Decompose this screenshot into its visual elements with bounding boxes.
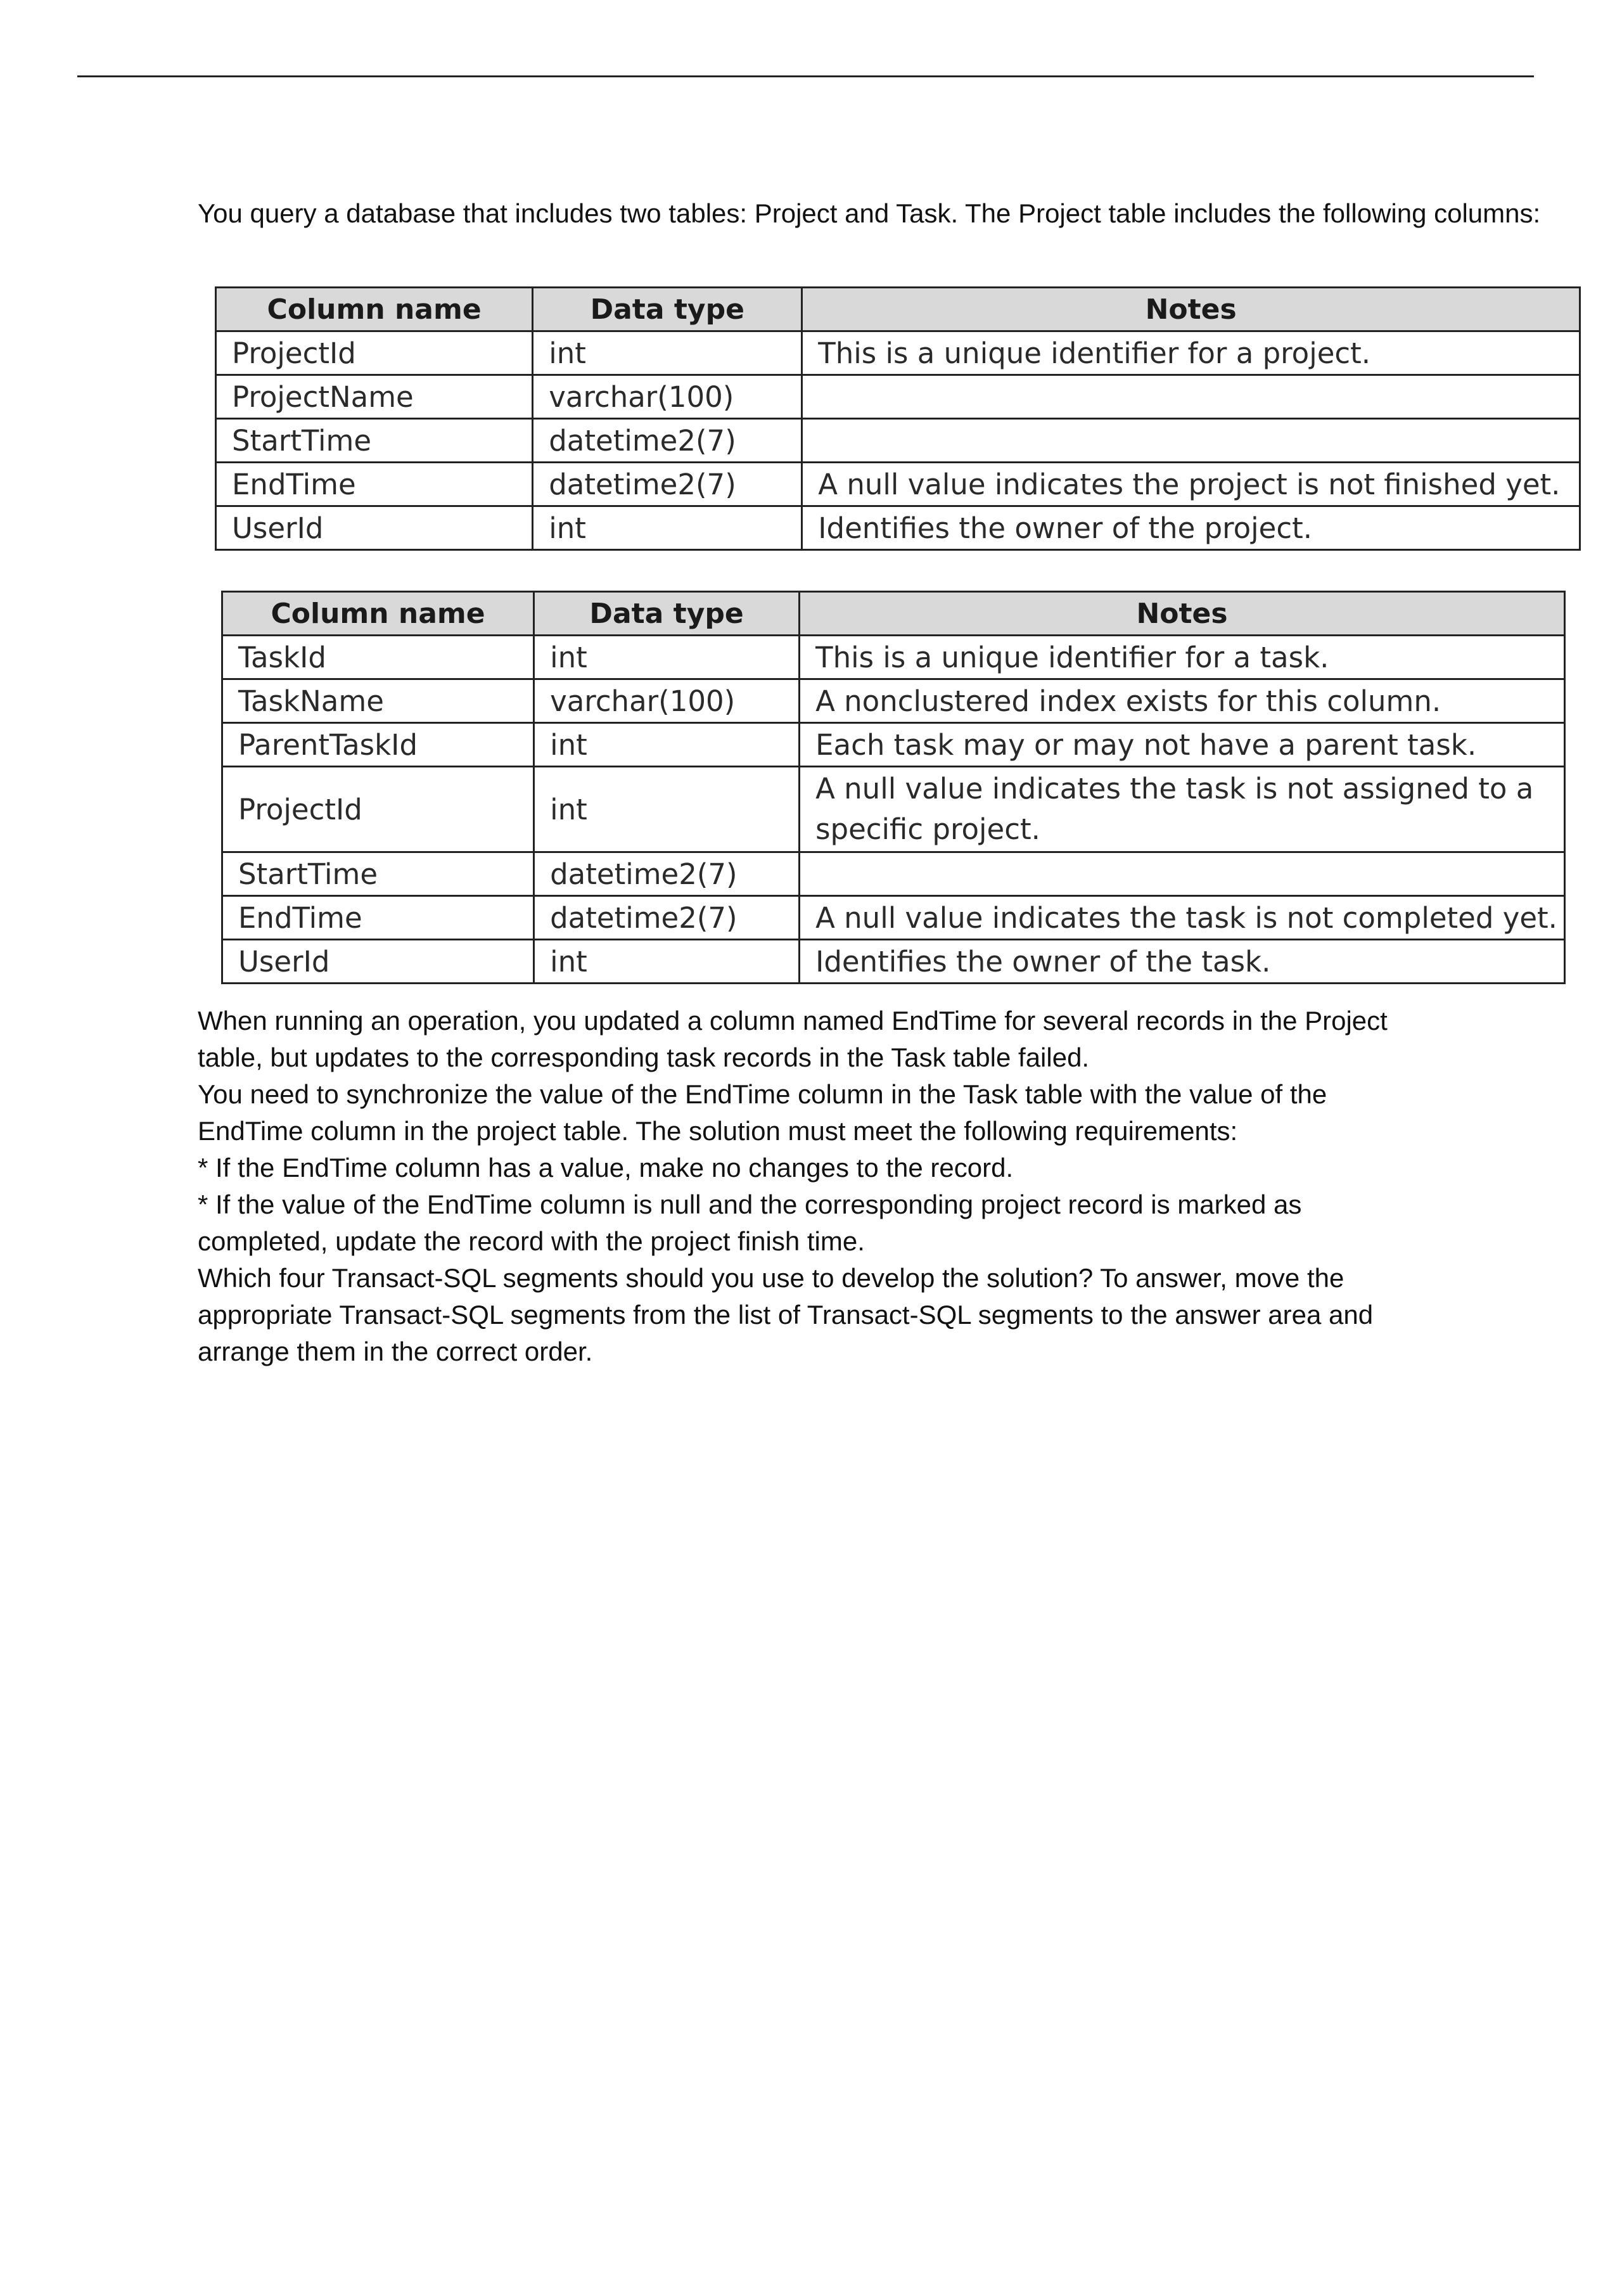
header-column-name: Column name: [216, 288, 533, 331]
notes-cell: [802, 419, 1580, 463]
notes-cell: A null value indicates the task is not assigned to a specific project.: [800, 767, 1565, 852]
data-type-cell: datetime2(7): [533, 419, 802, 463]
intro-text: You query a database that includes two tables: Project and Task. The Project table includes the following columns:: [198, 198, 1541, 228]
data-type-cell: int: [534, 636, 800, 679]
table-row: [222, 767, 1565, 852]
table-header-row: [222, 592, 1565, 636]
table-row: [222, 679, 1565, 723]
table-row: [222, 636, 1565, 679]
table-row: [222, 896, 1565, 940]
body-line: Which four Transact-SQL segments should you use to develop the solution? To answer, move the: [198, 1263, 1344, 1293]
table-header-row: [216, 288, 1580, 331]
header-data-type: Data type: [533, 288, 802, 331]
column-name-cell: ProjectId: [216, 331, 533, 375]
table-row: [216, 463, 1580, 506]
question-body: [198, 1003, 1547, 1370]
top-rule: [77, 75, 1534, 77]
body-line: appropriate Transact-SQL segments from the list of Transact-SQL segments to the answer area and: [198, 1300, 1374, 1330]
data-type-cell: varchar(100): [534, 679, 800, 723]
notes-cell: [800, 852, 1565, 896]
column-name-cell: UserId: [216, 506, 533, 550]
notes-cell: A nonclustered index exists for this column.: [800, 679, 1565, 723]
data-type-cell: datetime2(7): [534, 852, 800, 896]
requirement-item: * If the EndTime column has a value, make no changes to the record.: [198, 1153, 1014, 1183]
task-table: [221, 591, 1566, 984]
data-type-cell: int: [534, 723, 800, 767]
body-line: completed, update the record with the project finish time.: [198, 1226, 865, 1256]
notes-cell: This is a unique identifier for a task.: [800, 636, 1565, 679]
data-type-cell: int: [533, 506, 802, 550]
header-notes: Notes: [800, 592, 1565, 636]
notes-cell: A null value indicates the task is not completed yet.: [800, 896, 1565, 940]
column-name-cell: StartTime: [222, 852, 534, 896]
data-type-cell: int: [534, 940, 800, 984]
notes-cell: [802, 375, 1580, 419]
notes-cell: Identifies the owner of the task.: [800, 940, 1565, 984]
notes-cell: A null value indicates the project is not finished yet.: [802, 463, 1580, 506]
column-name-cell: ParentTaskId: [222, 723, 534, 767]
data-type-cell: varchar(100): [533, 375, 802, 419]
column-name-cell: StartTime: [216, 419, 533, 463]
table-row: [216, 419, 1580, 463]
table-row: [222, 723, 1565, 767]
table-row: [222, 852, 1565, 896]
column-name-cell: UserId: [222, 940, 534, 984]
notes-cell: Identifies the owner of the project.: [802, 506, 1580, 550]
requirement-item: * If the value of the EndTime column is null and the corresponding project record is marked as: [198, 1190, 1302, 1219]
table-row: [222, 940, 1565, 984]
table-row: [216, 506, 1580, 550]
column-name-cell: TaskId: [222, 636, 534, 679]
body-line: When running an operation, you updated a column named EndTime for several records in the Project: [198, 1006, 1388, 1036]
data-type-cell: int: [534, 767, 800, 852]
column-name-cell: ProjectName: [216, 375, 533, 419]
project-table: [215, 286, 1581, 551]
data-type-cell: int: [533, 331, 802, 375]
header-column-name: Column name: [222, 592, 534, 636]
column-name-cell: EndTime: [216, 463, 533, 506]
column-name-cell: TaskName: [222, 679, 534, 723]
body-line: You need to synchronize the value of the EndTime column in the Task table with the value of the: [198, 1079, 1327, 1109]
body-line: EndTime column in the project table. The solution must meet the following requirements:: [198, 1116, 1238, 1146]
data-type-cell: datetime2(7): [534, 896, 800, 940]
body-line: arrange them in the correct order.: [198, 1337, 593, 1366]
notes-cell: This is a unique identifier for a project.: [802, 331, 1580, 375]
body-line: table, but updates to the corresponding task records in the Task table failed.: [198, 1042, 1090, 1072]
data-type-cell: datetime2(7): [533, 463, 802, 506]
header-data-type: Data type: [534, 592, 800, 636]
notes-cell: Each task may or may not have a parent task.: [800, 723, 1565, 767]
table-row: [216, 375, 1580, 419]
header-notes: Notes: [802, 288, 1580, 331]
column-name-cell: EndTime: [222, 896, 534, 940]
table-row: [216, 331, 1580, 375]
column-name-cell: ProjectId: [222, 767, 534, 852]
